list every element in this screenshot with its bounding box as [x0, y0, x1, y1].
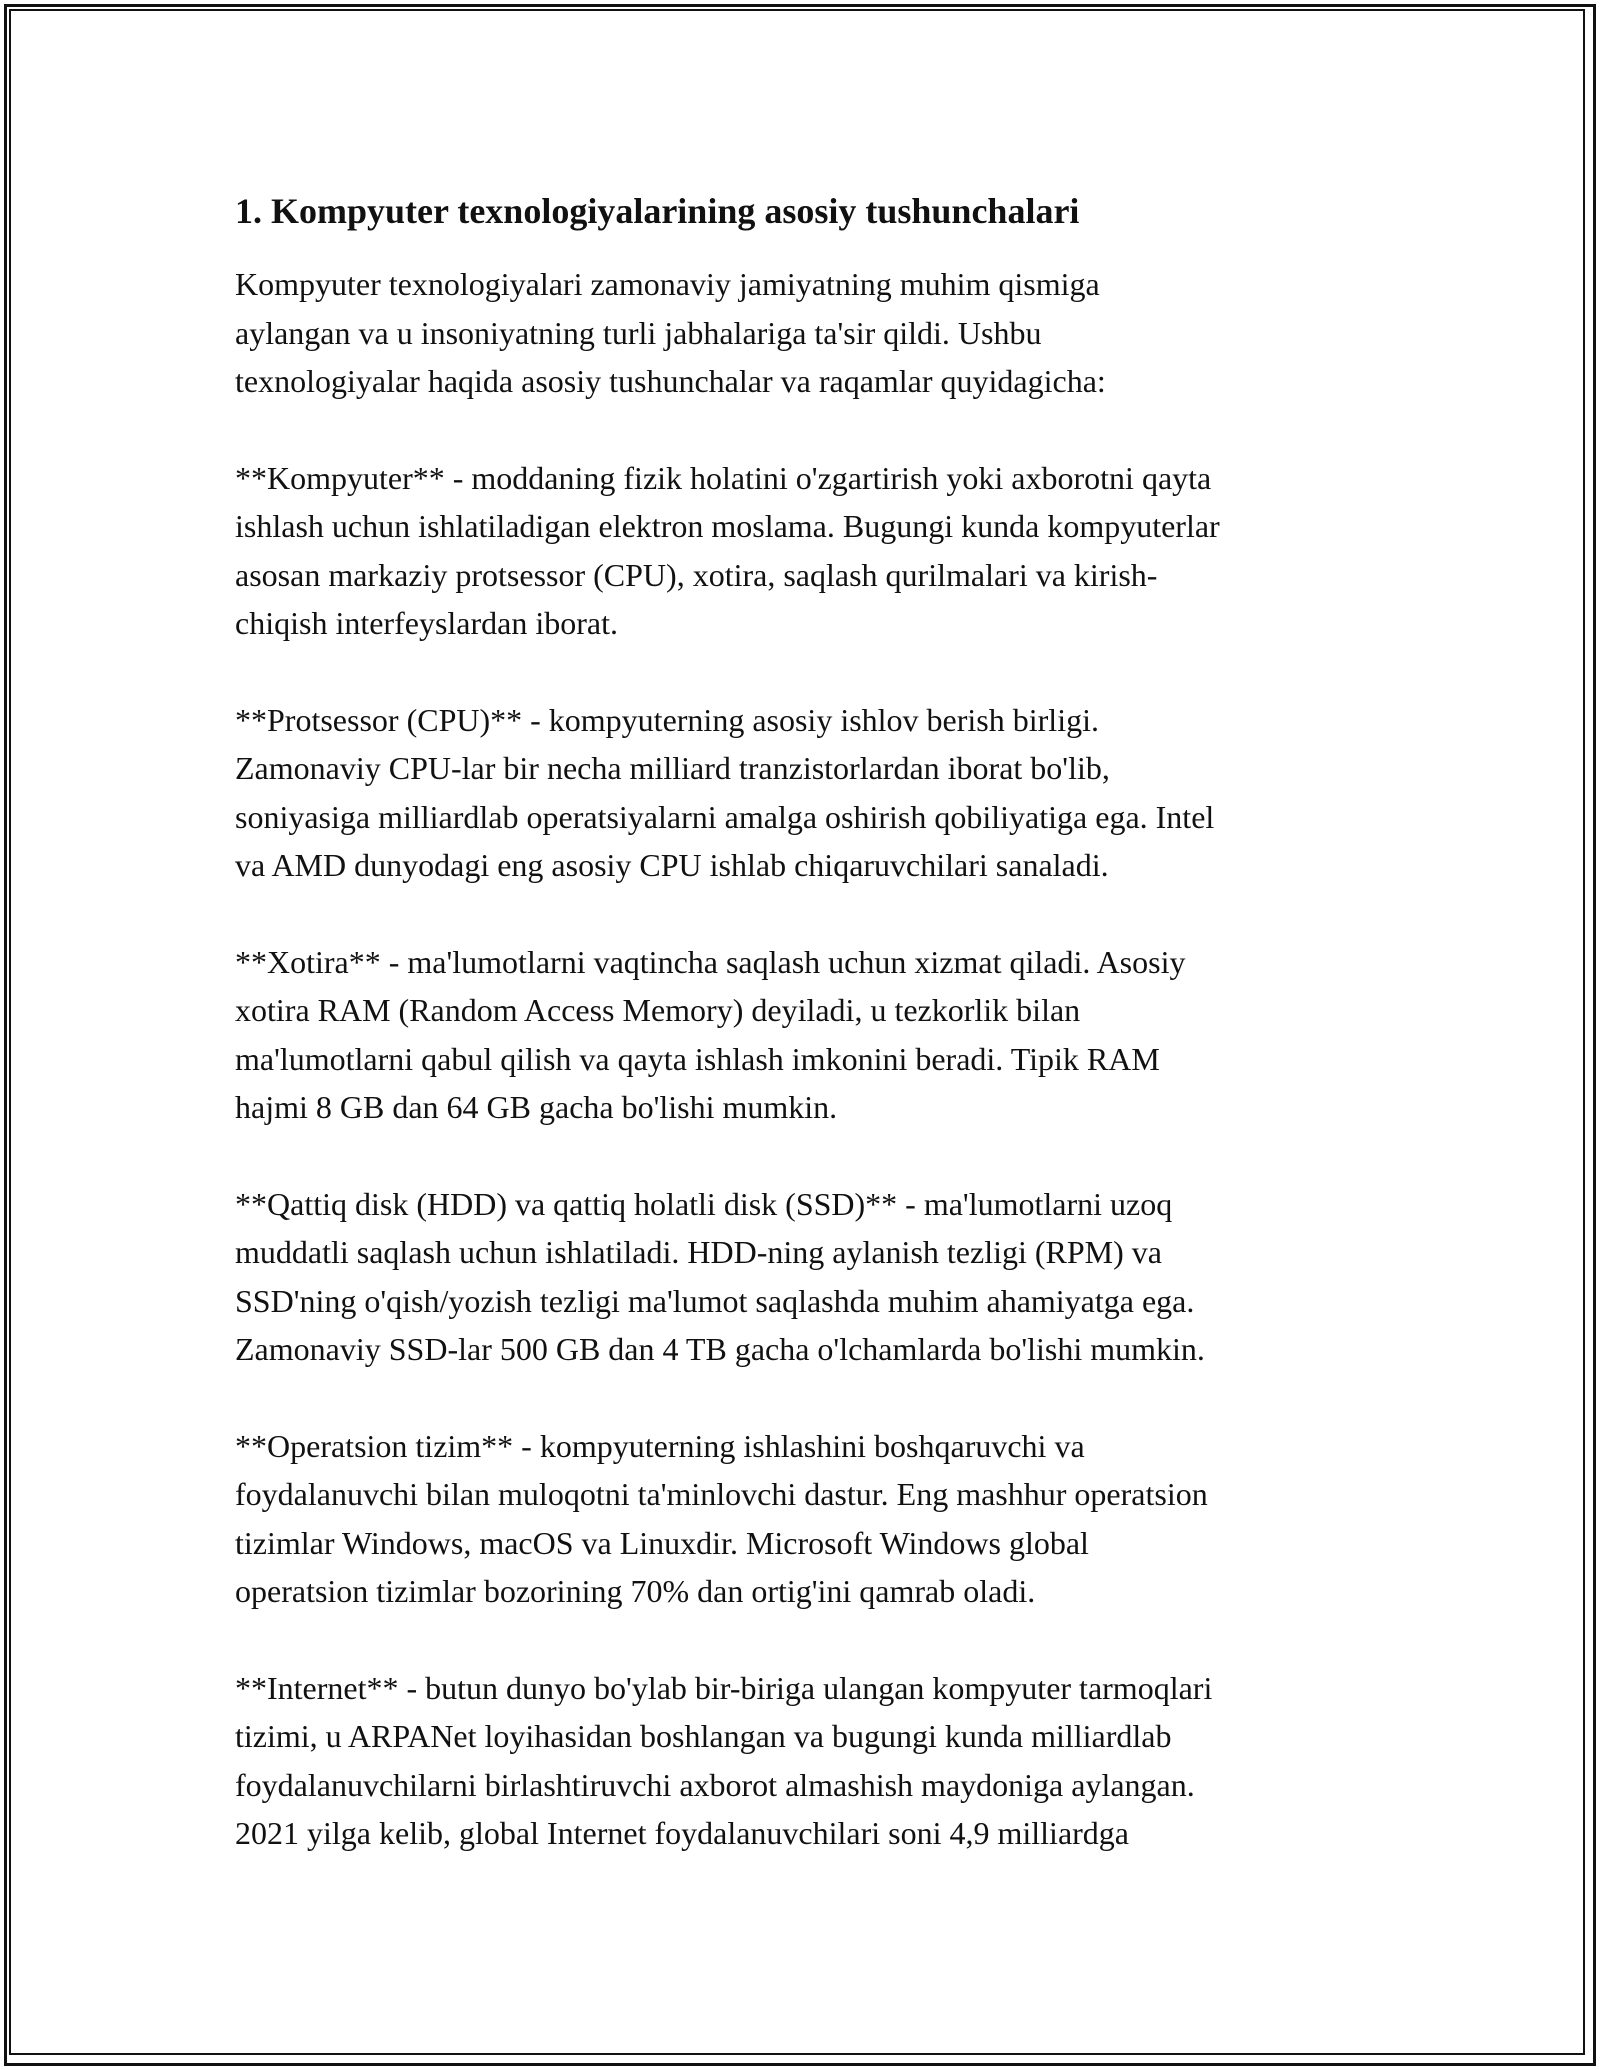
- paragraph-internet: **Internet** - butun dunyo bo'ylab bir-biriga ulangan kompyuter tarmoqlari tizimi, u ARPANet loyihasidan boshlangan va bugungi kunda milliardlab foydalanuvchilarni birlashtiruvchi axborot almashish maydoniga aylangan. 2021 yilga kelib, global Internet foydalanuvchilari soni 4,9 milliardga: [235, 1669, 1213, 1851]
- paragraph-protsessor: **Protsessor (CPU)** - kompyuterning asosiy ishlov berish birligi. Zamonaviy CPU-lar bir necha milliard tranzistorlardan iborat bo'lib, soniyasiga milliardlab operatsiyalarni amalga oshirish qobiliyatiga ega. Intel va AMD dunyodagi eng asosiy CPU ishlab chiqaruvchilari sanaladi.: [235, 701, 1215, 883]
- paragraph-kompyuter: **Kompyuter** - moddaning fizik holatini o'zgartirish yoki axborotni qayta ishlash uchun ishlatiladigan elektron moslama. Bugungi kunda kompyuterlar asosan markaziy protsessor (CPU), xotira, saqlash qurilmalari va kirish- chiqish interfeyslardan iborat.: [235, 459, 1220, 641]
- paragraph-xotira: **Xotira** - ma'lumotlarni vaqtincha saqlash uchun xizmat qiladi. Asosiy xotira RAM (Random Access Memory) deyiladi, u tezkorlik bilan ma'lumotlarni qabul qilish va qayta ishlash imkonini beradi. Tipik RAM hajmi 8 GB dan 64 GB gacha bo'lishi mumkin.: [235, 943, 1186, 1125]
- paragraph-disk: **Qattiq disk (HDD) va qattiq holatli disk (SSD)** - ma'lumotlarni uzoq muddatli saqlash uchun ishlatiladi. HDD-ning aylanish tezligi (RPM) va SSD'ning o'qish/yozish tezligi ma'lumot saqlashda muhim ahamiyatga ega. Zamonaviy SSD-lar 500 GB dan 4 TB gacha o'lchamlarda bo'lishi mumkin.: [235, 1185, 1205, 1367]
- document-body: [235, 186, 1385, 1906]
- section-heading: 1. Kompyuter texnologiyalarining asosiy tushunchalari: [235, 191, 1080, 231]
- paragraph-intro: Kompyuter texnologiyalari zamonaviy jamiyatning muhim qismiga aylangan va u insoniyatning turli jabhalariga ta'sir qildi. Ushbu texnologiyalar haqida asosiy tushunchalar va raqamlar quyidagicha:: [235, 266, 1106, 399]
- paragraph-operatsion-tizim: **Operatsion tizim** - kompyuterning ishlashini boshqaruvchi va foydalanuvchi bilan muloqotni ta'minlovchi dastur. Eng mashhur operatsion tizimlar Windows, macOS va Linuxdir. Microsoft Windows global operatsion tizimlar bozorining 70% dan ortig'ini qamrab oladi.: [235, 1427, 1208, 1609]
